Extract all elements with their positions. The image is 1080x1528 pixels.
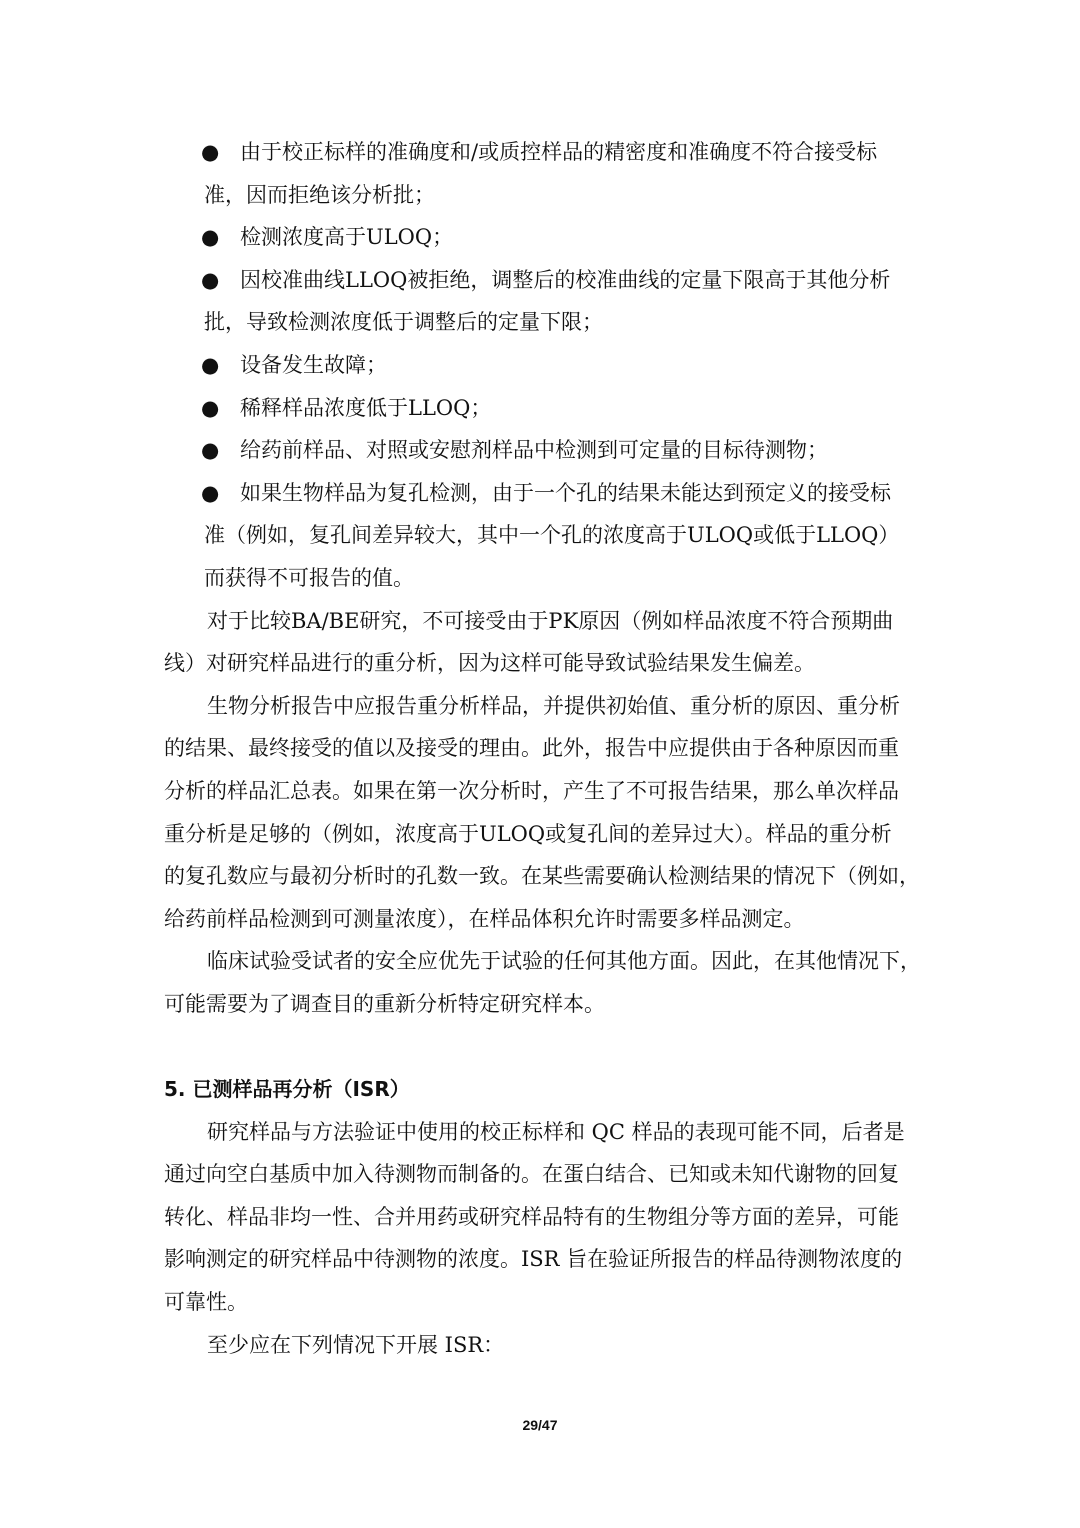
paragraph [164, 1324, 916, 1367]
bullet-list [164, 131, 916, 600]
bullet-text [164, 472, 916, 600]
paragraph-group-reanalysis [164, 600, 921, 1026]
text-line: 的复孔数应与最初分析时的孔数一致。在某些需要确认检测结果的情况下（例如， [164, 864, 920, 889]
bullet-item [164, 387, 916, 430]
text-line: 准，因而拒绝该分析批； [204, 182, 435, 207]
bullet-item [164, 259, 916, 344]
paragraph [164, 940, 921, 1025]
bullet-dot-icon: ● [201, 352, 220, 377]
bullet-text [164, 216, 916, 259]
text-line: 准（例如，复孔间差异较大，其中一个孔的浓度高于ULOQ或低于LLOQ） [204, 523, 900, 548]
bullet-text [164, 131, 916, 216]
paragraph [164, 600, 916, 685]
text-line: 可能需要为了调查目的重新分析特定研究样本。 [164, 991, 605, 1016]
text-line: 检测浓度高于ULOQ； [240, 225, 454, 250]
text-line: 由于校正标样的准确度和/或质控样品的精密度和准确度不符合接受标 [240, 140, 878, 164]
text-line: 分析的样品汇总表。如果在第一次分析时，产生了不可报告结果，那么单次样品 [164, 778, 899, 803]
paragraph [164, 1111, 916, 1324]
text-line: 设备发生故障； [240, 352, 387, 377]
text-line: 转化、样品非均一性、合并用药或研究样品特有的生物组分等方面的差异，可能 [164, 1204, 899, 1229]
text-line: 至少应在下列情况下开展 ISR： [207, 1332, 505, 1357]
text-line: 如果生物样品为复孔检测，由于一个孔的结果未能达到预定义的接受标 [240, 480, 891, 505]
text-line: 研究样品与方法验证中使用的校正标样和 QC 样品的表现可能不同，后者是 [207, 1119, 905, 1144]
paragraph [164, 685, 920, 941]
text-line: 线）对研究样品进行的重分析，因为这样可能导致试验结果发生偏差。 [164, 651, 815, 676]
text-line: 重分析是足够的（例如，浓度高于ULOQ或复孔间的差异过大）。样品的重分析 [164, 821, 892, 846]
text-line: 生物分析报告中应报告重分析样品，并提供初始值、重分析的原因、重分析 [207, 693, 900, 718]
bullet-dot-icon: ● [201, 438, 220, 463]
text-line: 给药前样品检测到可测量浓度），在样品体积允许时需要多样品测定。 [164, 906, 805, 931]
bullet-dot-icon: ● [201, 395, 220, 420]
bullet-item [164, 429, 916, 472]
bullet-dot-icon: ● [201, 267, 220, 292]
text-line: 稀释样品浓度低于LLOQ； [240, 395, 492, 420]
paragraph-group-isr [164, 1111, 916, 1367]
bullet-text [164, 429, 916, 472]
bullet-text [164, 387, 916, 430]
text-line: 可靠性。 [164, 1290, 248, 1315]
text-line: 给药前样品、对照或安慰剂样品中检测到可定量的目标待测物； [240, 438, 828, 463]
bullet-item [164, 131, 916, 216]
text-line: 对于比较BA/BE研究，不可接受由于PK原因（例如样品浓度不符合预期曲 [207, 608, 894, 633]
bullet-dot-icon: ● [201, 480, 220, 505]
bullet-item [164, 344, 916, 387]
text-line: 临床试验受试者的安全应优先于试验的任何其他方面。因此，在其他情况下， [207, 949, 921, 974]
text-line: 影响测定的研究样品中待测物的浓度。ISR 旨在验证所报告的样品待测物浓度的 [164, 1247, 903, 1272]
text-line: 的结果、最终接受的值以及接受的理由。此外，报告中应提供由于各种原因而重 [164, 736, 899, 761]
bullet-text [164, 344, 916, 387]
text-line: 而获得不可报告的值。 [204, 565, 414, 590]
bullet-item [164, 216, 916, 259]
page-content [164, 131, 921, 1366]
bullet-dot-icon: ● [201, 225, 220, 250]
bullet-text [164, 259, 916, 344]
page-number: 29/47 [522, 1417, 558, 1433]
text-line: 批，导致检测浓度低于调整后的定量下限； [204, 310, 603, 335]
bullet-item [164, 472, 916, 600]
bullet-dot-icon: ● [201, 140, 220, 164]
text-line: 通过向空白基质中加入待测物而制备的。在蛋白结合、已知或未知代谢物的回复 [164, 1162, 899, 1187]
section-heading: 5. 已测样品再分析（ISR） [164, 1077, 410, 1102]
text-line: 因校准曲线LLOQ被拒绝，调整后的校准曲线的定量下限高于其他分析 [240, 267, 891, 292]
